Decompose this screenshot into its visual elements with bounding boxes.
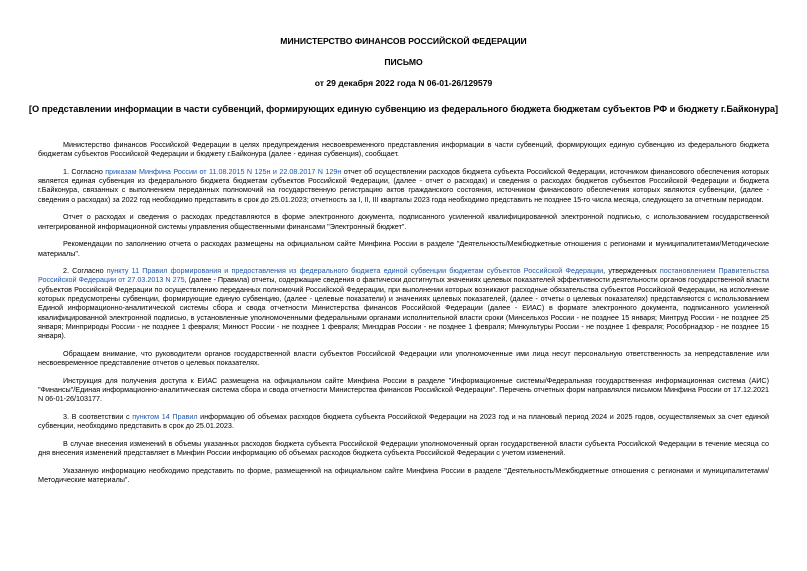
paragraph-recommendations: Рекомендации по заполнению отчета о расходах размещены на официальном сайте Минфина России в разделе "Деятельность/Межбюджетные отношения с регионами и муниципалитетами/Методические материалы". bbox=[38, 239, 769, 258]
paragraph-item-2 bbox=[38, 266, 769, 340]
text-segment: , утвержденных bbox=[603, 266, 660, 276]
paragraph-item-3 bbox=[38, 412, 769, 431]
paragraph-responsibility: Обращаем внимание, что руководители органов государственной власти субъектов Российской Федерации или уполномоченные ими лица несут персональную ответственность за непредставление или несвоевременное представление отчетов о целевых показателях. bbox=[38, 348, 769, 368]
text-segment: информацию об объемах расходов бюджета субъекта Российской Федерации на 2023 год и на плановый период 2024 и 2025 годов, осуществляемых за счет единой субвенции, необходимо представить в срок до 25.01.2023. bbox=[38, 411, 769, 431]
document-body bbox=[38, 140, 769, 493]
paragraph-changes: В случае внесения изменений в объемы указанных расходов бюджета субъекта Российской Федерации уполномоченный орган государственной власти субъекта Российской Федерации в течение месяца со дня внесения изменений представляет в Минфин России информацию об объемах расходов бюджета субъекта Российской Федерации с учетом изменений. bbox=[38, 438, 769, 458]
paragraph-intro: Министерство финансов Российской Федерации в целях предупреждения несвоевременного представления информации в части субвенций, формирующих единую субвенцию из федерального бюджета бюджетам субъектов Российской Федерации и бюджету г.Байконура (далее - единая субвенция), сообщает. bbox=[38, 140, 769, 159]
paragraph-electronic-form: Отчет о расходах и сведения о расходах представляются в форме электронного документа, подписанного усиленной квалифицированной электронной подписью, с использованием государственной интегрированной информационной системы управления общественными финансами "Электронный бюджет". bbox=[38, 212, 769, 231]
text-segment: 1. Согласно bbox=[63, 166, 106, 176]
text-segment: , (далее - Правила) отчеты, содержащие сведения о фактически достигнутых значениях целевых показателей эффективности деятельности органов государственной власти субъектов Российской Федерации по осуществлению переданных полномочий Российской Федерации, при выполнении которых возникают расходные обязательства субъектов Российской Федерации, на исполнение которых предусмотрены субвенции, формирующие единую субвенцию, (далее - целевые показатели) и значениях целевых показателей, (далее - отчеты о целевых показателях) представляются с использованием Единой информационно-аналитической системы сбора и свода отчетности Министерства финансов Российской Федерации (далее - ЕИАС) в формате электронного документа, подписанного усиленной квалифицированной электронной подписью, в установленные уполномоченными федеральными органами исполнительной власти сроки (Минсельхоз России - не позднее 15 января; Минтруд России - не позднее 25 января; Минприроды России - не позднее 1 февраля; Минюст России - не позднее 1 февраля; Минздрав России - не позднее 1 февраля; Минкультуры России - не позднее 1 февраля; Рособрнадзор - не позднее 15 января). bbox=[38, 275, 769, 341]
ministry-title: МИНИСТЕРСТВО ФИНАНСОВ РОССИЙСКОЙ ФЕДЕРАЦИИ bbox=[280, 36, 527, 46]
link-rules-point-14[interactable]: пунктом 14 Правил bbox=[132, 411, 198, 421]
link-rules-point-11[interactable]: пункту 11 Правил формирования и предоставления из федерального бюджета единой субвенции бюджетам субъектов Российской Федерации bbox=[106, 266, 604, 276]
paragraph-instruction: Инструкция для получения доступа к ЕИАС размещена на официальном сайте Минфина России в разделе "Информационные системы/Федеральная государственная информационная система (АИС) "Финансы"/Единая информационно-аналитическая система сбора и свода отчетности Министерства финансов Российской Федерации". Перечень отчетных форм направлялся письмом Минфина России от 17.12.2021 N 06-01-26/103177. bbox=[38, 375, 769, 404]
text-segment: отчет об осуществлении расходов бюджета субъекта Российской Федерации, источником финансового обеспечения которых является единая субвенция из федерального бюджета бюджетам субъектов Российской Федерации, (далее - отчет о расходах) и сведения о расходах бюджетов субъектов Российской Федерации и бюджета г.Байконура, связанных с выполнением переданных полномочий на государственную регистрацию актов гражданского состояния, источником финансового обеспечения которых являются субвенции, (далее - сведения о расходах) за 2022 год необходимо представить в срок до 25.01.2023; отчетность за I, II, III кварталы 2023 года необходимо представить не позднее 15-го числа месяца, следующего за отчетным периодом. bbox=[38, 166, 769, 204]
paragraph-form-location: Указанную информацию необходимо представить по форме, размещенной на официальном сайте Минфина России в разделе "Деятельность/Межбюджетные отношения с регионами и муниципалитетами/Методические материалы". bbox=[38, 465, 769, 484]
paragraph-item-1 bbox=[38, 167, 769, 204]
link-government-resolution[interactable]: постановлением Правительства Российской Федерации от 27.03.2013 N 275 bbox=[38, 266, 769, 285]
link-orders-minfin[interactable]: приказам Минфина России от 11.08.2015 N 125н и 22.08.2017 N 129н bbox=[105, 166, 342, 176]
text-segment: 2. Согласно bbox=[63, 266, 107, 276]
document-subject: [О представлении информации в части субвенций, формирующих единую субвенцию из федерального бюджета бюджетам субъектов РФ и бюджету г.Байконура] bbox=[28, 104, 779, 114]
text-segment: 3. В соответствии с bbox=[63, 411, 133, 421]
document-date-number: от 29 декабря 2022 года N 06-01-26/129579 bbox=[314, 78, 493, 88]
document-type: ПИСЬМО bbox=[384, 57, 423, 67]
